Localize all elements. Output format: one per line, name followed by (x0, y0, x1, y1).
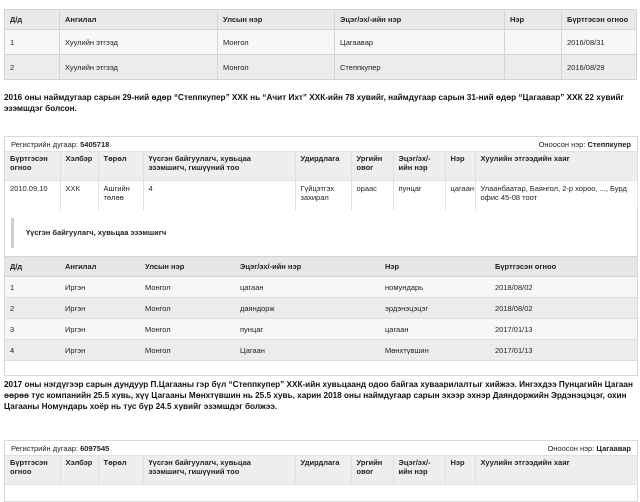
cell: пунцаг (393, 181, 445, 211)
cell: 2018/08/02 (490, 298, 637, 319)
cell: Хуулийн этгээд (60, 30, 218, 55)
cell: Монгол (218, 55, 335, 80)
cell: Монгол (140, 319, 235, 340)
cell: цагаан (445, 181, 475, 211)
col-header: Ангилал (60, 257, 140, 277)
cell: 2010.09.10 (5, 181, 60, 211)
register-number: Регистрийн дугаар: 6097545 (11, 443, 110, 453)
company-record-tsagaavar (4, 440, 638, 502)
cell: Гүйцэтгэх захирал (295, 181, 351, 211)
cell: Монгол (218, 30, 335, 55)
cell: Иргэн (60, 298, 140, 319)
col-header: Бүртгэсэн огноо (562, 10, 637, 30)
cell (505, 30, 562, 55)
col-header: Д/д (5, 10, 60, 30)
record-header (5, 137, 637, 152)
cell (505, 55, 562, 80)
table-header-row (5, 152, 637, 181)
col-header: Удирдлага (295, 152, 351, 181)
table-row (5, 181, 637, 211)
cell: Иргэн (60, 340, 140, 361)
col-header: Удирдлага (295, 456, 351, 485)
table-row (5, 298, 637, 319)
col-header: Хуулийн этгээдийн хаяг (475, 152, 637, 181)
cell: 4 (143, 181, 295, 211)
col-header: Нэр (445, 456, 475, 485)
cell: номундарь (380, 277, 490, 298)
col-header: Эцэг/эх/-ийн нэр (393, 456, 445, 485)
cell: 3 (5, 319, 60, 340)
ownership-table-top (4, 9, 637, 80)
col-header: Эцэг/эх/-ийн нэр (335, 10, 505, 30)
col-header: Нэр (505, 10, 562, 30)
cell: Улаанбаатар, Баянгол, 2-р хороо, ..., Бурд офис 45-08 тоот (475, 181, 637, 211)
cell: Монгол (140, 298, 235, 319)
cell: пунцаг (235, 319, 380, 340)
cell: 2016/08/29 (562, 55, 637, 80)
col-header: Хэлбэр (60, 456, 98, 485)
table-row (5, 30, 637, 55)
company-name: Оноосон нэр: Цагаавар (547, 443, 631, 453)
cell: 2017/01/13 (490, 319, 637, 340)
cell: Монгол (140, 277, 235, 298)
col-header: Д/д (5, 257, 60, 277)
company-info-table (5, 152, 638, 210)
col-header: Бүртгэсэн огноо (5, 456, 60, 485)
cell: 1 (5, 277, 60, 298)
col-header: Ургийн овог (351, 456, 393, 485)
cell: Монгол (140, 340, 235, 361)
cell: Степпкупер (335, 55, 505, 80)
col-header: Хэлбэр (60, 152, 98, 181)
table-header-row (5, 456, 637, 485)
paragraph-1: 2016 оны наймдугаар сарын 29-ний өдөр “Степпкупер” ХХК нь “Ачит Ихт” ХХК-ийн 78 хувийг, наймдугаар сарын 31-ний өдөр “Цагаавар” ХХК 22 хувийг эзэмшдэг болсон. (4, 93, 624, 113)
cell: 2016/08/31 (562, 30, 637, 55)
cell: даяндорж (235, 298, 380, 319)
cell: Иргэн (60, 277, 140, 298)
cell: 2017/01/13 (490, 340, 637, 361)
col-header: Улсын нэр (140, 257, 235, 277)
cell: Цагаавар (335, 30, 505, 55)
col-header: Бүртгэсэн огноо (5, 152, 60, 181)
table-row (5, 55, 637, 80)
cell: Ашгийн төлөө (98, 181, 143, 211)
cell: Иргэн (60, 319, 140, 340)
col-header: Төрөл (98, 456, 143, 485)
col-header: Эцэг/эх/-ийн нэр (393, 152, 445, 181)
table-header-row (5, 10, 637, 30)
col-header: Хуулийн этгээдийн хаяг (475, 456, 637, 485)
col-header: Эцэг/эх/-ийн нэр (235, 257, 380, 277)
col-header: Үүсгэн байгуулагч, хувьцаа эзэмшигч, гишүүний тоо (143, 456, 295, 485)
table-header-row (5, 257, 637, 277)
col-header: Ангилал (60, 10, 218, 30)
cell: 2 (5, 55, 60, 80)
table-row (5, 277, 637, 298)
register-number: Регистрийн дугаар: 5405718 (11, 139, 110, 149)
col-header: Үүсгэн байгуулагч, хувьцаа эзэмшигч, гишүүний тоо (143, 152, 295, 181)
col-header: Бүртгэсэн огноо (490, 257, 637, 277)
cell: Хуулийн этгээд (60, 55, 218, 80)
col-header: Улсын нэр (218, 10, 335, 30)
col-header: Төрөл (98, 152, 143, 181)
col-header: Нэр (380, 257, 490, 277)
table-row (5, 340, 637, 361)
company-name: Оноосон нэр: Степпкупер (538, 139, 631, 149)
col-header: Ургийн овог (351, 152, 393, 181)
company-info-table (5, 456, 638, 485)
cell: эрдэнэцэцэг (380, 298, 490, 319)
cell: ХХК (60, 181, 98, 211)
shareholder-table (5, 256, 637, 361)
cell: 4 (5, 340, 60, 361)
record-header (5, 441, 637, 456)
cell: Мөнхтүвшин (380, 340, 490, 361)
cell: ораас (351, 181, 393, 211)
cell: цагаан (235, 277, 380, 298)
cell: цагаан (380, 319, 490, 340)
col-header: Нэр (445, 152, 475, 181)
table-row (5, 319, 637, 340)
cell: 1 (5, 30, 60, 55)
company-record-steppkuper (4, 136, 638, 376)
cell: 2018/08/02 (490, 277, 637, 298)
paragraph-2: 2017 оны нэгдүгээр сарын дундуур П.Цагааны гэр бүл “Степпкупер” ХХК-ийн хувьцаанд одоо байгаа хуваарилалтыг хийжээ. Ингэхдээ Пунцагийн Цагаан өөрөө тус компанийн 25.5 хувь, хүү Цагааны Мөнхтүвшин нь 25.5 хувь, харин 2018 оны наймдугаар сарын эхээр эхнэр Даяндоржийн Эрдэнэцэцэг, охин Цагааны Номундарь хоёр нь тус бүр 24.5 хувийг эзэмшдэг болжээ. (4, 380, 633, 411)
cell: Цагаан (235, 340, 380, 361)
cell: 2 (5, 298, 60, 319)
section-title: Үүсгэн байгуулагч, хувьцаа эзэмшигч (11, 218, 637, 248)
